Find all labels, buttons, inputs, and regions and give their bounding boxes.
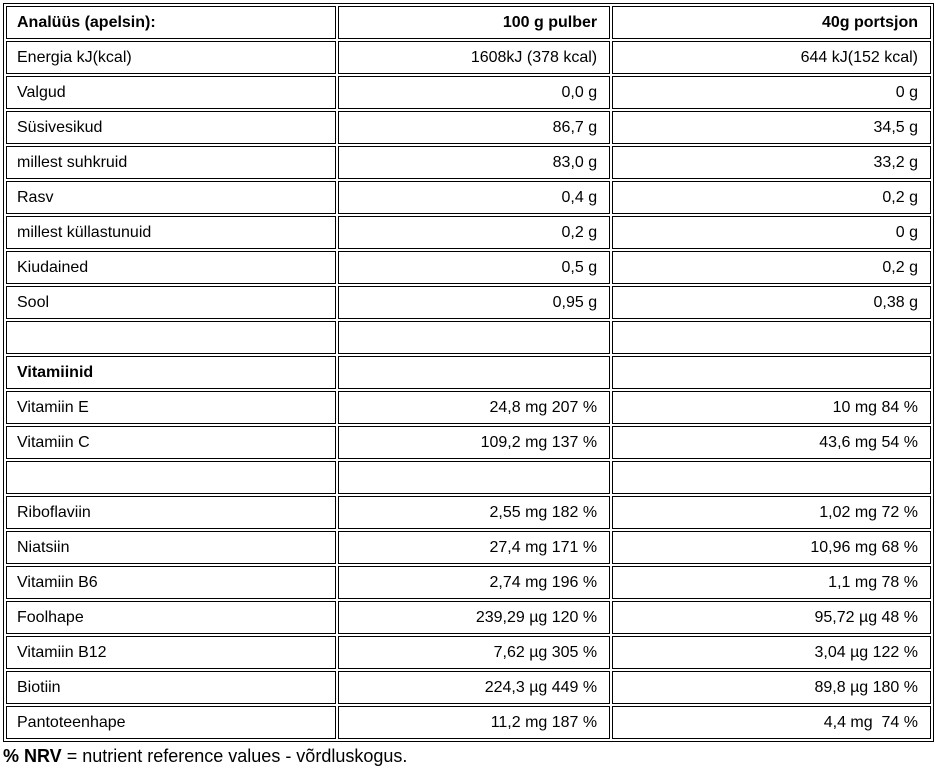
row-value-100g: 83,0 g <box>338 146 610 179</box>
row-value-100g: 0,4 g <box>338 181 610 214</box>
table-row <box>6 146 931 179</box>
row-value-100g: 0,2 g <box>338 216 610 249</box>
table-row <box>6 181 931 214</box>
table-row <box>6 706 931 739</box>
header-analysis: Analüüs (apelsin): <box>6 6 336 39</box>
nutrition-table <box>3 3 934 742</box>
row-label: Biotiin <box>6 671 336 704</box>
table-row <box>6 601 931 634</box>
table-row <box>6 76 931 109</box>
table-row <box>6 671 931 704</box>
row-value-portion: 0,2 g <box>612 181 931 214</box>
table-row <box>6 286 931 319</box>
row-value-100g: 224,3 µg 449 % <box>338 671 610 704</box>
row-value-portion: 10 mg 84 % <box>612 391 931 424</box>
table-row <box>6 251 931 284</box>
row-value-100g: 2,74 mg 196 % <box>338 566 610 599</box>
row-value-100g: 24,8 mg 207 % <box>338 391 610 424</box>
nrv-footnote <box>3 745 407 767</box>
row-value-portion: 0 g <box>612 76 931 109</box>
row-label: Energia kJ(kcal) <box>6 41 336 74</box>
row-label: Pantoteenhape <box>6 706 336 739</box>
row-value-portion: 1,02 mg 72 % <box>612 496 931 529</box>
table-row <box>6 216 931 249</box>
row-value-100g: 11,2 mg 187 % <box>338 706 610 739</box>
table-header-row <box>6 6 931 39</box>
row-value-portion: 0,2 g <box>612 251 931 284</box>
row-value-portion: 33,2 g <box>612 146 931 179</box>
row-value-100g: 0,95 g <box>338 286 610 319</box>
table-row-section-heading <box>6 356 931 389</box>
row-value-100g: 0,5 g <box>338 251 610 284</box>
table-row <box>6 636 931 669</box>
nrv-symbol: % NRV <box>3 746 62 766</box>
row-value-portion: 34,5 g <box>612 111 931 144</box>
row-value-portion: 0,38 g <box>612 286 931 319</box>
row-value-100g: 7,62 µg 305 % <box>338 636 610 669</box>
row-value-portion: 1,1 mg 78 % <box>612 566 931 599</box>
section-heading-vitamins: Vitamiinid <box>6 356 336 389</box>
row-value-portion: 3,04 µg 122 % <box>612 636 931 669</box>
row-label: Vitamiin B6 <box>6 566 336 599</box>
row-value-100g: 1608kJ (378 kcal) <box>338 41 610 74</box>
table-row <box>6 496 931 529</box>
row-value-100g: 109,2 mg 137 % <box>338 426 610 459</box>
row-value-portion <box>612 461 931 494</box>
row-value-portion: 0 g <box>612 216 931 249</box>
row-label: millest küllastunuid <box>6 216 336 249</box>
row-value-portion <box>612 321 931 354</box>
row-label: millest suhkruid <box>6 146 336 179</box>
row-label: Valgud <box>6 76 336 109</box>
row-label: Sool <box>6 286 336 319</box>
row-value-portion: 10,96 mg 68 % <box>612 531 931 564</box>
row-value-100g: 239,29 µg 120 % <box>338 601 610 634</box>
row-label: Süsivesikud <box>6 111 336 144</box>
row-label: Niatsiin <box>6 531 336 564</box>
table-row-empty <box>6 461 931 494</box>
table-row <box>6 41 931 74</box>
table-row <box>6 111 931 144</box>
table-row <box>6 531 931 564</box>
row-label: Vitamiin E <box>6 391 336 424</box>
row-label: Foolhape <box>6 601 336 634</box>
table-row <box>6 391 931 424</box>
row-value-100g: 2,55 mg 182 % <box>338 496 610 529</box>
row-label: Riboflaviin <box>6 496 336 529</box>
row-value-100g <box>338 356 610 389</box>
table-row <box>6 426 931 459</box>
row-value-portion: 4,4 mg 74 % <box>612 706 931 739</box>
row-value-portion <box>612 356 931 389</box>
row-value-100g <box>338 461 610 494</box>
row-value-portion: 95,72 µg 48 % <box>612 601 931 634</box>
row-label <box>6 461 336 494</box>
row-value-100g: 0,0 g <box>338 76 610 109</box>
table-row <box>6 566 931 599</box>
row-label: Vitamiin C <box>6 426 336 459</box>
row-value-100g: 27,4 mg 171 % <box>338 531 610 564</box>
row-value-portion: 43,6 mg 54 % <box>612 426 931 459</box>
table-row-empty <box>6 321 931 354</box>
row-label <box>6 321 336 354</box>
header-per-100g: 100 g pulber <box>338 6 610 39</box>
nrv-definition: = nutrient reference values - võrdluskogus. <box>61 746 408 766</box>
header-per-portion: 40g portsjon <box>612 6 931 39</box>
row-value-portion: 644 kJ(152 kcal) <box>612 41 931 74</box>
row-value-100g: 86,7 g <box>338 111 610 144</box>
row-value-100g <box>338 321 610 354</box>
row-label: Vitamiin B12 <box>6 636 336 669</box>
row-value-portion: 89,8 µg 180 % <box>612 671 931 704</box>
row-label: Kiudained <box>6 251 336 284</box>
row-label: Rasv <box>6 181 336 214</box>
